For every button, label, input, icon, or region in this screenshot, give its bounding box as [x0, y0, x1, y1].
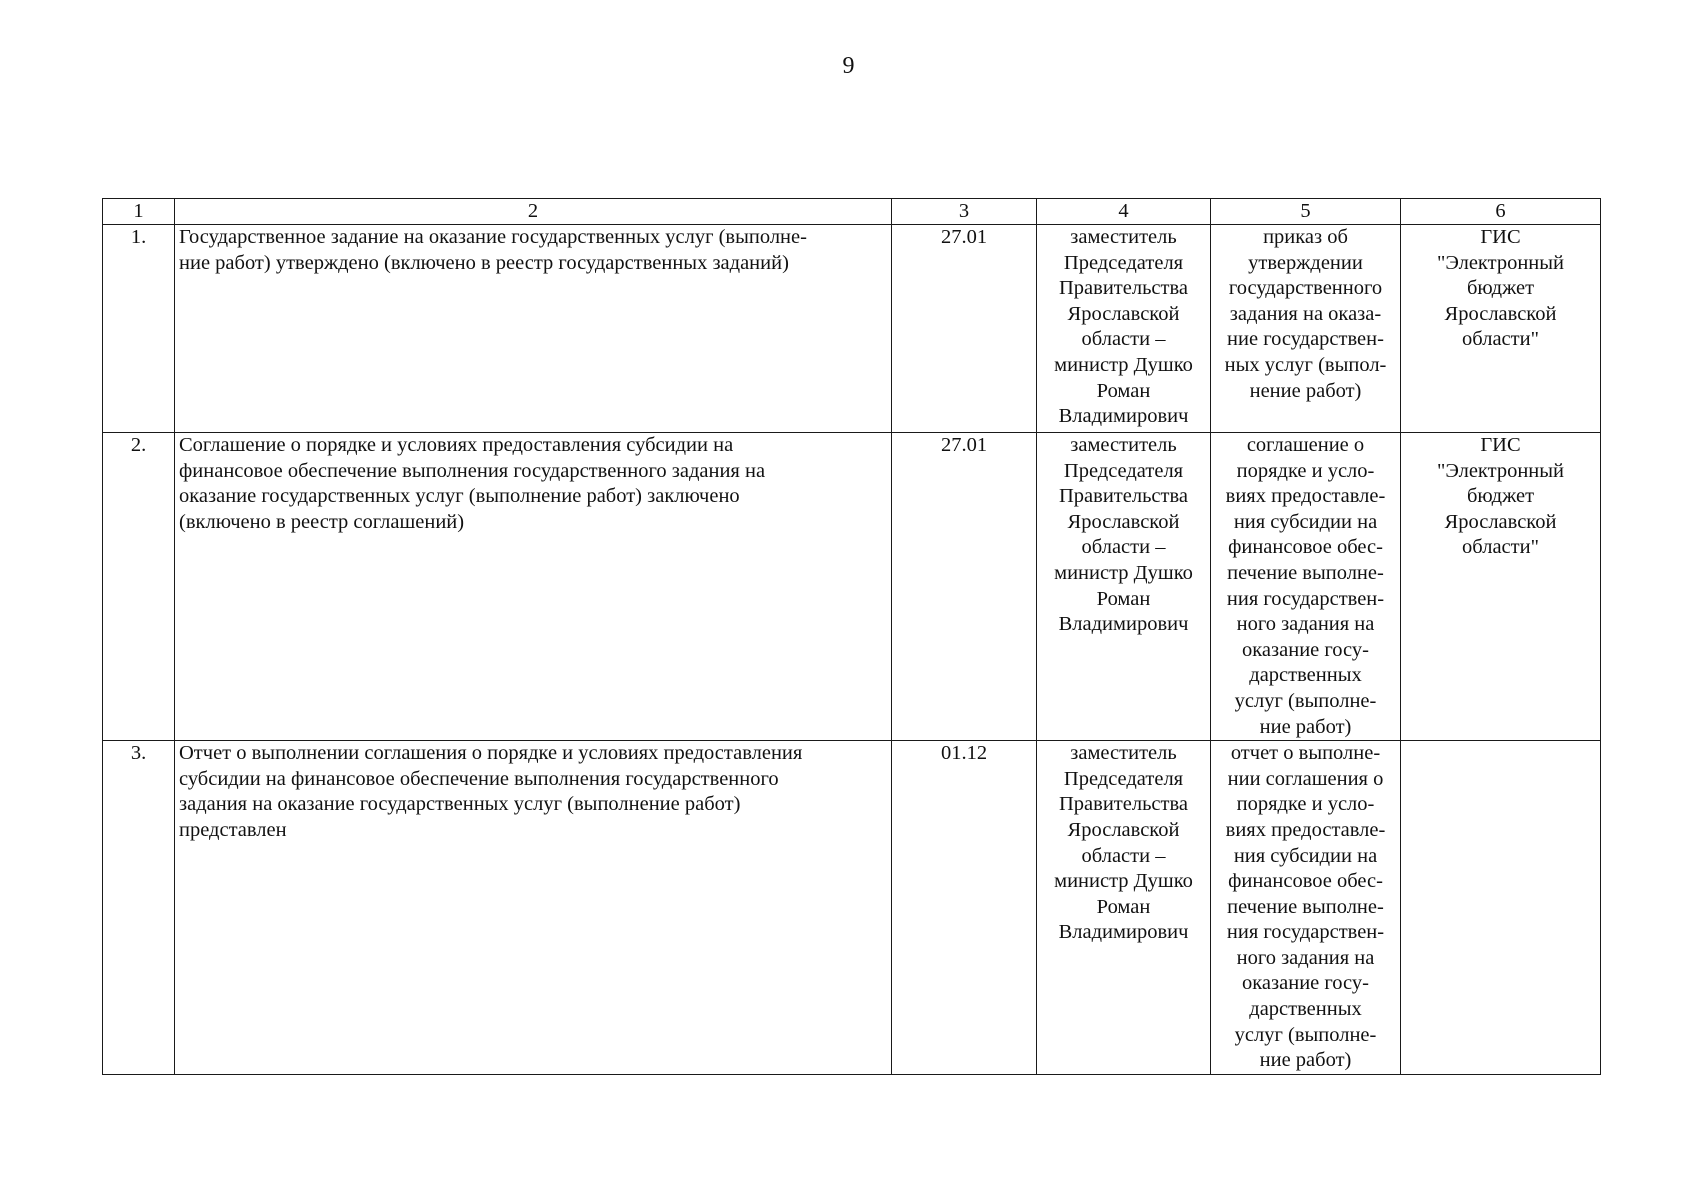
- cell-text-line: виях предоставле-: [1225, 485, 1386, 508]
- cell-text-line: Роман: [1096, 895, 1151, 918]
- page-number: 9: [842, 53, 855, 79]
- event-cell: [175, 225, 892, 433]
- cell-text-line: Ярославской: [1067, 510, 1180, 533]
- cell-text-line: бюджет: [1466, 277, 1535, 300]
- cell-text-line: Правительства: [1058, 277, 1188, 300]
- date-cell: 27.01: [892, 433, 1037, 741]
- cell-text-line: ния субсидии на: [1233, 510, 1378, 533]
- cell-text-line: дарственных: [1249, 664, 1362, 687]
- cell-text-line: Роман: [1096, 587, 1151, 610]
- cell-text-line: области –: [1081, 328, 1166, 351]
- cell-text-line: Владимирович: [1058, 613, 1189, 636]
- cell-text-line: Председателя: [1063, 459, 1184, 482]
- cell-text-line: финансовое обеспечение выполнения государственного задания на: [179, 459, 766, 482]
- cell-text-line: министр Душко: [1054, 870, 1193, 893]
- cell-text-line: Ярославской: [1444, 302, 1557, 325]
- cell-text-line: Ярославской: [1067, 818, 1180, 841]
- responsible-cell: [1037, 741, 1211, 1075]
- cell-text-line: услуг (выполне-: [1234, 689, 1377, 712]
- cell-text-line: финансовое обес-: [1228, 870, 1383, 893]
- column-header-2: 2: [175, 199, 892, 225]
- column-header-5: 5: [1211, 199, 1401, 225]
- cell-text-line: ного задания на: [1236, 613, 1375, 636]
- cell-text-line: Правительства: [1058, 793, 1188, 816]
- information-system-cell: [1401, 741, 1601, 1075]
- events-table: [102, 198, 1601, 1075]
- cell-text-line: нение работ): [1249, 379, 1362, 402]
- cell-text-line: министр Душко: [1054, 353, 1193, 376]
- table-header-row: [103, 199, 1601, 225]
- cell-text-line: субсидии на финансовое обеспечение выполнения государственного: [179, 767, 779, 790]
- cell-text-line: представлен: [179, 818, 287, 841]
- event-cell: [175, 433, 892, 741]
- date-cell: 27.01: [892, 225, 1037, 433]
- cell-text-line: Правительства: [1058, 485, 1188, 508]
- cell-text-line: ния субсидии на: [1233, 844, 1378, 867]
- cell-text-line: "Электронный: [1436, 251, 1565, 274]
- cell-text-line: Ярославской: [1067, 302, 1180, 325]
- row-number-cell: 3.: [103, 741, 175, 1075]
- date-cell: 01.12: [892, 741, 1037, 1075]
- table-row: [103, 433, 1601, 741]
- column-header-4: 4: [1037, 199, 1211, 225]
- cell-text-line: услуг (выполне-: [1234, 1023, 1377, 1046]
- cell-text-line: области –: [1081, 844, 1166, 867]
- cell-text-line: утверждении: [1248, 251, 1363, 274]
- cell-text-line: виях предоставле-: [1225, 818, 1386, 841]
- cell-text-line: Соглашение о порядке и условиях предоставления субсидии на: [179, 434, 734, 456]
- cell-text-line: области –: [1081, 536, 1166, 559]
- column-header-1: 1: [103, 199, 175, 225]
- cell-text-line: ного задания на: [1236, 946, 1375, 969]
- cell-text-line: печение выполне-: [1227, 561, 1384, 584]
- cell-text-line: Государственное задание на оказание государственных услуг (выполне-: [179, 226, 807, 248]
- cell-text-line: ния государствен-: [1226, 921, 1385, 944]
- cell-text-line: оказание госу-: [1242, 972, 1369, 995]
- document-cell: [1211, 225, 1401, 433]
- responsible-cell: [1037, 433, 1211, 741]
- cell-text-line: Владимирович: [1058, 405, 1189, 428]
- cell-text-line: оказание госу-: [1242, 638, 1369, 661]
- cell-text-line: ГИС: [1480, 434, 1521, 456]
- responsible-cell: [1037, 225, 1211, 433]
- column-header-3: 3: [892, 199, 1037, 225]
- cell-text-line: министр Душко: [1054, 561, 1193, 584]
- cell-text-line: области": [1462, 328, 1539, 351]
- cell-text-line: Роман: [1096, 379, 1151, 402]
- cell-text-line: Отчет о выполнении соглашения о порядке и условиях предоставления: [179, 742, 803, 765]
- cell-text-line: бюджет: [1466, 485, 1535, 508]
- information-system-cell: [1401, 225, 1601, 433]
- cell-text-line: задания на оказа-: [1229, 302, 1382, 325]
- event-cell: [175, 741, 892, 1075]
- cell-text-line: ние работ) утверждено (включено в реестр государственных заданий): [179, 251, 789, 274]
- cell-text-line: Ярославской: [1444, 510, 1557, 533]
- cell-text-line: ние работ): [1259, 1049, 1352, 1072]
- cell-text-line: области": [1462, 536, 1539, 559]
- cell-text-line: ние государствен-: [1227, 328, 1384, 351]
- cell-text-line: Владимирович: [1058, 921, 1189, 944]
- cell-text-line: "Электронный: [1436, 459, 1565, 482]
- cell-text-line: Председателя: [1063, 767, 1184, 790]
- cell-text-line: задания на оказание государственных услуг (выполнение работ): [179, 793, 741, 816]
- row-number-cell: 2.: [103, 433, 175, 741]
- cell-text-line: приказ об: [1263, 226, 1348, 248]
- cell-text-line: соглашение о: [1246, 434, 1365, 456]
- cell-text-line: заместитель: [1070, 226, 1177, 248]
- cell-text-line: печение выполне-: [1227, 895, 1384, 918]
- document-cell: [1211, 741, 1401, 1075]
- cell-text-line: финансовое обес-: [1228, 536, 1383, 559]
- column-header-6: 6: [1401, 199, 1601, 225]
- cell-text-line: ГИС: [1480, 226, 1521, 248]
- table-row: [103, 225, 1601, 433]
- information-system-cell: [1401, 433, 1601, 741]
- cell-text-line: отчет о выполне-: [1230, 742, 1381, 765]
- cell-text-line: ние работ): [1259, 715, 1352, 738]
- cell-text-line: заместитель: [1070, 742, 1177, 765]
- cell-text-line: ных услуг (выпол-: [1224, 353, 1387, 376]
- table-row: [103, 741, 1601, 1075]
- cell-text-line: государственного: [1228, 277, 1383, 300]
- cell-text-line: порядке и усло-: [1236, 793, 1375, 816]
- cell-text-line: Председателя: [1063, 251, 1184, 274]
- cell-text-line: оказание государственных услуг (выполнение работ) заключено: [179, 485, 740, 508]
- cell-text-line: дарственных: [1249, 998, 1362, 1021]
- cell-text-line: (включено в реестр соглашений): [179, 510, 465, 533]
- cell-text-line: порядке и усло-: [1236, 459, 1375, 482]
- row-number-cell: 1.: [103, 225, 175, 433]
- cell-text-line: ния государствен-: [1226, 587, 1385, 610]
- cell-text-line: заместитель: [1070, 434, 1177, 456]
- cell-text-line: нии соглашения о: [1227, 767, 1384, 790]
- document-cell: [1211, 433, 1401, 741]
